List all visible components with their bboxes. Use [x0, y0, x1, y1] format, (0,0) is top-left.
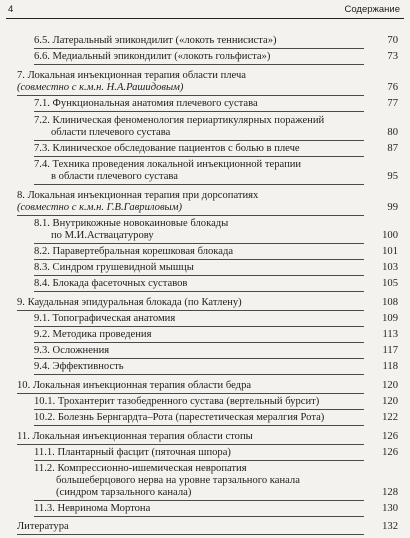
- running-head: Содержание: [344, 4, 400, 15]
- toc-entry-8-3-page: 103: [382, 262, 398, 273]
- toc-chapter-10-page: 120: [382, 380, 398, 391]
- toc-chapter-10-title: 10. Локальная инъекционная терапия области бедра: [17, 380, 252, 391]
- toc-underline: [17, 215, 364, 216]
- toc-underline: [34, 111, 364, 112]
- toc-entry-11-2-page: 128: [382, 487, 398, 498]
- toc-entry-10-1-page: 120: [382, 396, 398, 407]
- toc-underline: [17, 310, 364, 311]
- toc-entry-9-1-title: 9.1. Топографическая анатомия: [34, 313, 176, 324]
- toc-underline: [17, 534, 364, 535]
- toc-chapter-9-title: 9. Каудальная эпидуральная блокада (по Катлену): [17, 297, 242, 308]
- toc-underline: [34, 259, 364, 260]
- toc-chapter-8-page: 99: [387, 202, 398, 213]
- toc-underline: [34, 326, 364, 327]
- toc-entry-7-3-title: 7.3. Клиническое обследование пациентов с болью в плече: [34, 143, 300, 154]
- toc-chapter-8-title: 8. Локальная инъекционная терапия при дорсопатиях: [17, 190, 259, 201]
- toc-underline: [17, 393, 364, 394]
- toc-chapter-7-title: 7. Локальная инъекционная терапия области плеча: [17, 70, 247, 81]
- toc-literature-title: Литература: [17, 521, 69, 532]
- toc-entry-6-5-page: 70: [387, 35, 398, 46]
- toc-underline: [34, 243, 364, 244]
- toc-entry-8-1-title: 8.1. Внутрикожные новокаиновые блокады: [34, 218, 229, 229]
- toc-entry-11-3-page: 130: [382, 503, 398, 514]
- toc-entry-8-3-title: 8.3. Синдром грушевидной мышцы: [34, 262, 194, 273]
- toc-entry-10-2-page: 122: [382, 412, 398, 423]
- toc-underline: [34, 48, 364, 49]
- toc-entry-8-1-title-cont: по М.И.Аствацатурову: [51, 230, 154, 241]
- toc-literature-page: 132: [382, 521, 398, 532]
- toc-entry-7-3-page: 87: [387, 143, 398, 154]
- toc-underline: [34, 342, 364, 343]
- toc-entry-8-1-page: 100: [382, 230, 398, 241]
- toc-entry-8-4-title: 8.4. Блокада фасеточных суставов: [34, 278, 188, 289]
- toc-entry-6-5-title: 6.5. Латеральный эпикондилит («локоть теннисиста»): [34, 35, 277, 46]
- toc-underline: [34, 140, 364, 141]
- toc-entry-7-4-page: 95: [387, 171, 398, 182]
- toc-entry-11-2-title-cont: большеберцового нерва на уровне тарзального канала: [56, 475, 300, 486]
- toc-chapter-7-coauthor: (совместно с к.м.н. Н.А.Рашидовым): [17, 82, 184, 93]
- toc-entry-8-2-page: 101: [382, 246, 398, 257]
- toc-underline: [17, 95, 364, 96]
- toc-entry-11-2-title-cont2: (синдром тарзального канала): [56, 487, 192, 498]
- toc-entry-11-1-page: 126: [382, 447, 398, 458]
- toc-entry-7-2-title-cont: области плечевого сустава: [51, 127, 171, 138]
- toc-chapter-9-page: 108: [382, 297, 398, 308]
- toc-entry-9-3-title: 9.3. Осложнения: [34, 345, 110, 356]
- toc-entry-7-1-page: 77: [387, 98, 398, 109]
- toc-entry-9-4-title: 9.4. Эффективность: [34, 361, 124, 372]
- toc-entry-7-4-title: 7.4. Техника проведения локальной инъекционной терапии: [34, 159, 302, 170]
- toc-underline: [34, 358, 364, 359]
- toc-underline: [34, 409, 364, 410]
- toc-entry-10-2-title: 10.2. Болезнь Бернгардта–Рота (парестетическая мералгия Рота): [34, 412, 325, 423]
- toc-entry-8-4-page: 105: [382, 278, 398, 289]
- toc-entry-11-3-title: 11.3. Невринома Мортона: [34, 503, 151, 514]
- page-number: 4: [8, 4, 14, 15]
- toc-underline: [34, 184, 364, 185]
- toc-underline: [34, 460, 364, 461]
- toc-entry-6-6-page: 73: [387, 51, 398, 62]
- toc-underline: [34, 500, 364, 501]
- toc-underline: [34, 291, 364, 292]
- toc-entry-9-1-page: 109: [382, 313, 398, 324]
- toc-chapter-7-page: 76: [387, 82, 398, 93]
- toc-underline: [34, 374, 364, 375]
- toc-chapter-11-page: 126: [382, 431, 398, 442]
- toc-underline: [34, 425, 364, 426]
- toc-underline: [17, 444, 364, 445]
- toc-entry-6-6-title: 6.6. Медиальный эпикондилит («локоть гольфиста»): [34, 51, 271, 62]
- toc-entry-9-3-page: 117: [382, 345, 398, 356]
- toc-chapter-11-title: 11. Локальная инъекционная терапия области стопы: [17, 431, 253, 442]
- toc-underline: [34, 516, 364, 517]
- toc-entry-8-2-title: 8.2. Паравертебральная корешковая блокада: [34, 246, 234, 257]
- toc-underline: [34, 64, 364, 65]
- toc-underline: [34, 156, 364, 157]
- toc-entry-10-1-title: 10.1. Трохантерит тазобедренного сустава (вертельный бурсит): [34, 396, 320, 407]
- toc-entry-11-2-title: 11.2. Компрессионно-ишемическая невропатия: [34, 463, 247, 474]
- toc-entry-7-2-title: 7.2. Клиническая феноменология периартикулярных поражений: [34, 115, 325, 126]
- toc-entry-7-1-title: 7.1. Функциональная анатомия плечевого сустава: [34, 98, 258, 109]
- toc-entry-7-4-title-cont: в области плечевого сустава: [51, 171, 178, 182]
- toc-chapter-8-coauthor: (совместно с к.м.н. Г.В.Гавриловым): [17, 202, 183, 213]
- toc-entry-9-2-title: 9.2. Методика проведения: [34, 329, 152, 340]
- toc-entry-9-2-page: 113: [382, 329, 398, 340]
- toc-underline: [34, 275, 364, 276]
- toc-entry-9-4-page: 118: [382, 361, 398, 372]
- toc-entry-11-1-title: 11.1. Плантарный фасцит (пяточная шпора): [34, 447, 231, 458]
- toc-entry-7-2-page: 80: [387, 127, 398, 138]
